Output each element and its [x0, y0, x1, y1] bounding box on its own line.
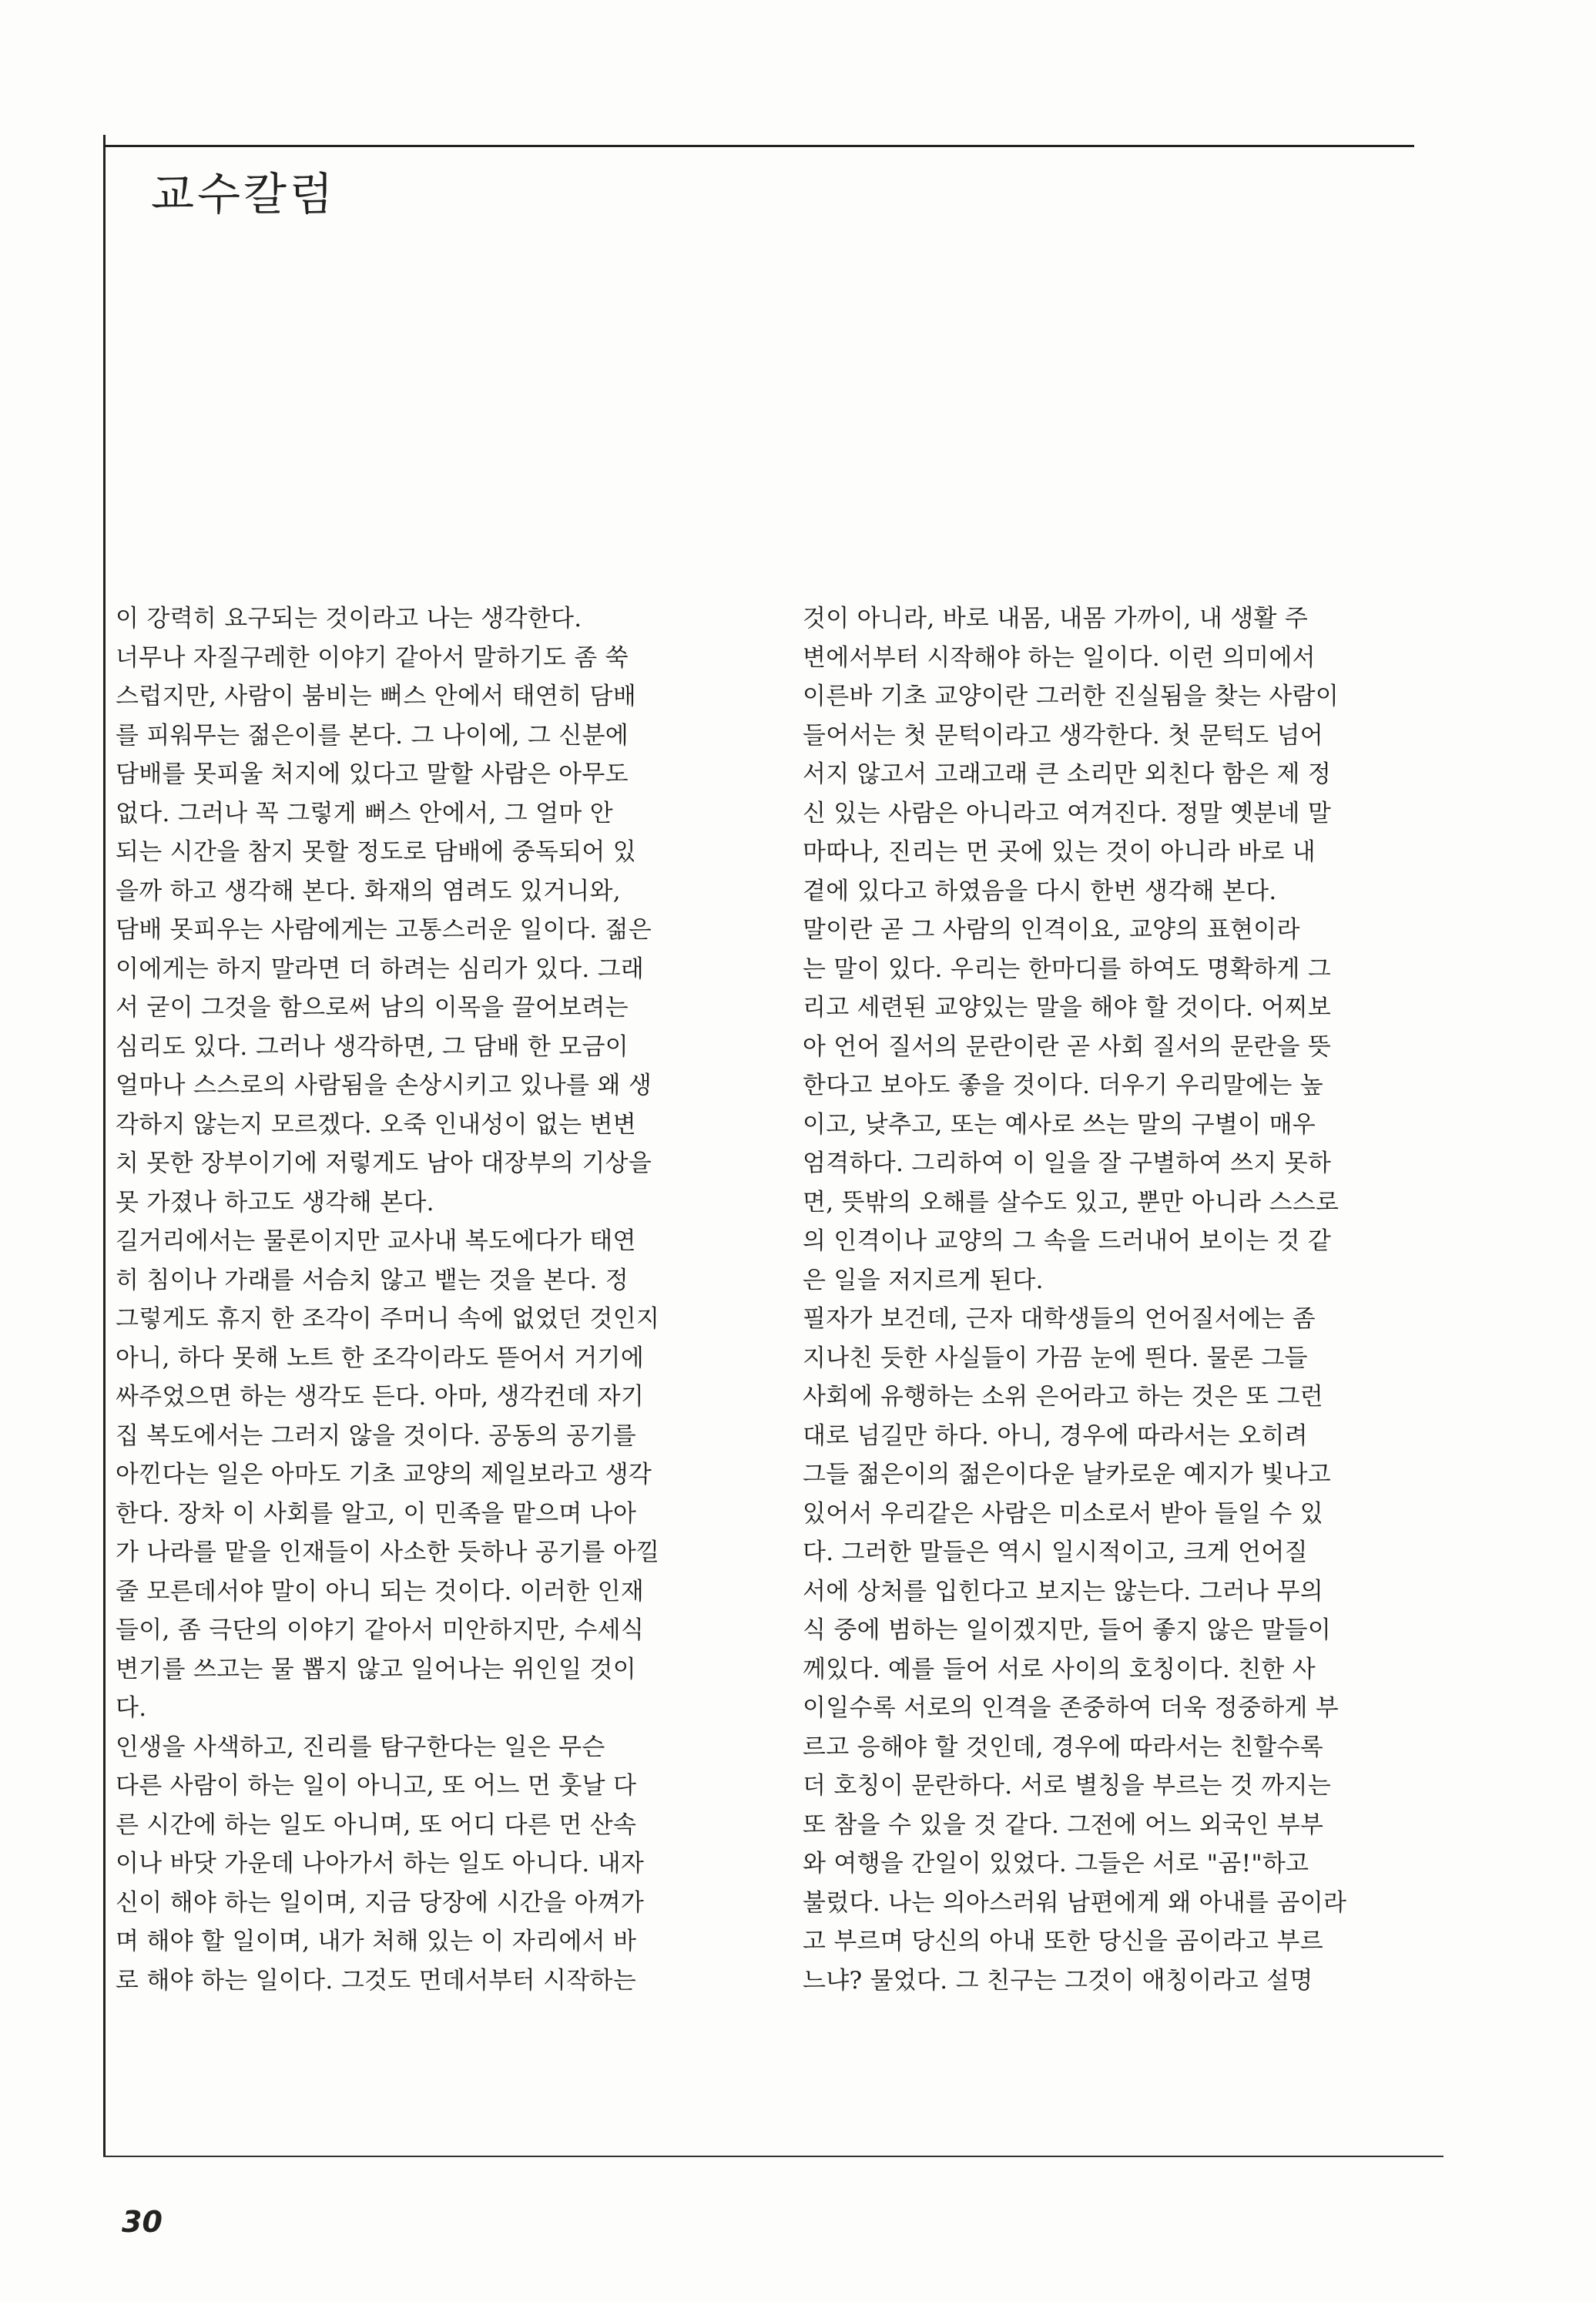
text-line: 느냐? 물었다. 그 친구는 그것이 애칭이라고 설명 — [803, 1966, 1313, 1995]
text-line: 대로 넘길만 하다. 아니, 경우에 따라서는 오히려 — [803, 1421, 1308, 1450]
text-line: 심리도 있다. 그러나 생각하면, 그 담배 한 모금이 — [116, 1032, 629, 1061]
text-line: 들이, 좀 극단의 이야기 같아서 미안하지만, 수세식 — [116, 1616, 645, 1644]
text-line: 다. 그러한 말들은 역시 일시적이고, 크게 언어질 — [803, 1539, 1308, 1566]
text-line: 의 인격이나 교양의 그 속을 드러내어 보이는 것 같 — [803, 1227, 1332, 1255]
top-border-rule — [105, 145, 1414, 147]
left-text-column — [116, 599, 755, 2000]
text-line: 아니, 하다 못해 노트 한 조각이라도 뜯어서 거기에 — [116, 1344, 645, 1372]
text-line: 한다. 장차 이 사회를 알고, 이 민족을 맡으며 나아 — [116, 1499, 637, 1528]
text-line: 께있다. 예를 들어 서로 사이의 호칭이다. 친한 사 — [803, 1655, 1316, 1683]
text-line: 를 피워무는 젊은이를 본다. 그 나이에, 그 신분에 — [116, 721, 629, 750]
text-line: 불렀다. 나는 의아스러워 남편에게 왜 아내를 곰이라 — [803, 1888, 1347, 1917]
text-line: 다. — [116, 1694, 147, 1722]
text-line: 한다고 보아도 좋을 것이다. 더우기 우리말에는 높 — [803, 1072, 1323, 1099]
text-line: 르고 응해야 할 것인데, 경우에 따라서는 친할수록 — [803, 1733, 1323, 1761]
text-line: 얼마나 스스로의 사람됨을 손상시키고 있나를 왜 생 — [116, 1072, 652, 1099]
page-number: 30 — [122, 2205, 163, 2239]
text-line: 말이란 곧 그 사람의 인격이요, 교양의 표현이라 — [803, 916, 1300, 944]
text-line: 이른바 기초 교양이란 그러한 진실됨을 찾는 사람이 — [803, 683, 1340, 710]
text-line: 이나 바닷 가운데 나아가서 하는 일도 아니다. 내자 — [116, 1850, 645, 1878]
bottom-border-rule — [103, 2156, 1443, 2157]
text-line: 그렇게도 휴지 한 조각이 주머니 속에 없었던 것인지 — [116, 1305, 660, 1333]
text-line: 줄 모른데서야 말이 아니 되는 것이다. 이러한 인재 — [116, 1577, 645, 1606]
text-line: 싸주었으면 하는 생각도 든다. 아마, 생각컨데 자기 — [116, 1383, 645, 1411]
text-line: 필자가 보건데, 근자 대학생들의 언어질서에는 좀 — [803, 1305, 1316, 1333]
text-line: 아 언어 질서의 문란이란 곧 사회 질서의 문란을 뜻 — [803, 1032, 1332, 1061]
text-line: 그들 젊은이의 젊은이다운 날카로운 예지가 빛나고 — [803, 1461, 1331, 1488]
text-line: 이에게는 하지 말라면 더 하려는 심리가 있다. 그래 — [116, 955, 645, 983]
text-line: 담배를 못피울 처지에 있다고 말할 사람은 아무도 — [116, 760, 629, 788]
text-line: 길거리에서는 물론이지만 교사내 복도에다가 태연 — [116, 1227, 636, 1255]
text-line: 서 굳이 그것을 함으로써 남의 이목을 끌어보려는 — [116, 994, 629, 1022]
text-line: 되는 시간을 참지 못할 정도로 담배에 중독되어 있 — [116, 838, 636, 866]
text-line: 마따나, 진리는 먼 곳에 있는 것이 아니라 바로 내 — [803, 838, 1316, 866]
text-line: 있어서 우리같은 사람은 미소로서 받아 들일 수 있 — [803, 1499, 1323, 1528]
text-line: 변에서부터 시작해야 하는 일이다. 이런 의미에서 — [803, 643, 1316, 672]
text-line: 면, 뜻밖의 오해를 살수도 있고, 뿐만 아니라 스스로 — [803, 1188, 1340, 1216]
text-line: 것이 아니라, 바로 내몸, 내몸 가까이, 내 생활 주 — [803, 605, 1309, 633]
text-line: 곁에 있다고 하였음을 다시 한번 생각해 본다. — [803, 877, 1277, 905]
text-line: 너무나 자질구레한 이야기 같아서 말하기도 좀 쑥 — [116, 643, 629, 672]
text-line: 가 나라를 맡을 인재들이 사소한 듯하나 공기를 아낄 — [116, 1539, 660, 1566]
left-border-rule — [103, 135, 106, 2157]
text-line: 아낀다는 일은 아마도 기초 교양의 제일보라고 생각 — [116, 1461, 652, 1488]
text-line: 인생을 사색하고, 진리를 탐구한다는 일은 무슨 — [116, 1733, 605, 1761]
text-line: 엄격하다. 그리하여 이 일을 잘 구별하여 쓰지 못하 — [803, 1149, 1332, 1177]
text-line: 리고 세련된 교양있는 말을 해야 할 것이다. 어찌보 — [803, 994, 1332, 1022]
text-line: 못 가졌나 하고도 생각해 본다. — [116, 1188, 434, 1216]
text-line: 더 호칭이 문란하다. 서로 별칭을 부르는 것 까지는 — [803, 1772, 1332, 1800]
text-line: 지나친 듯한 사실들이 가끔 눈에 띈다. 물론 그들 — [803, 1344, 1308, 1372]
text-line: 없다. 그러나 꼭 그렇게 뻐스 안에서, 그 얼마 안 — [116, 799, 613, 827]
text-line: 다른 사람이 하는 일이 아니고, 또 어느 먼 훗날 다 — [116, 1772, 637, 1800]
text-line: 들어서는 첫 문턱이라고 생각한다. 첫 문턱도 넘어 — [803, 721, 1323, 750]
text-line: 집 복도에서는 그러지 않을 것이다. 공동의 공기를 — [116, 1421, 636, 1450]
text-line: 사회에 유행하는 소위 은어라고 하는 것은 또 그런 — [803, 1383, 1323, 1411]
text-line: 이일수록 서로의 인격을 존중하여 더욱 정중하게 부 — [803, 1694, 1340, 1722]
section-title: 교수칼럼 — [151, 168, 337, 220]
text-line: 신이 해야 하는 일이며, 지금 당장에 시간을 아껴가 — [116, 1888, 645, 1917]
text-line: 와 여행을 간일이 있었다. 그들은 서로 "곰!"하고 — [803, 1850, 1309, 1878]
text-line: 담배 못피우는 사람에게는 고통스러운 일이다. 젊은 — [116, 916, 652, 944]
text-line: 스럽지만, 사람이 붐비는 뻐스 안에서 태연히 담배 — [116, 683, 636, 710]
text-line: 이고, 낮추고, 또는 예사로 쓰는 말의 구별이 매우 — [803, 1110, 1316, 1139]
text-line: 변기를 쓰고는 물 뽑지 않고 일어나는 위인일 것이 — [116, 1655, 636, 1683]
text-line: 신 있는 사람은 아니라고 여겨진다. 정말 옛분네 말 — [803, 799, 1332, 827]
text-line: 식 중에 범하는 일이겠지만, 들어 좋지 않은 말들이 — [803, 1616, 1332, 1644]
text-line: 치 못한 장부이기에 저렇게도 남아 대장부의 기상을 — [116, 1149, 652, 1177]
text-line: 른 시간에 하는 일도 아니며, 또 어디 다른 먼 산속 — [116, 1810, 637, 1839]
text-line: 히 침이나 가래를 서슴치 않고 뱉는 것을 본다. 정 — [116, 1266, 629, 1294]
text-line: 또 참을 수 있을 것 같다. 그전에 어느 외국인 부부 — [803, 1810, 1324, 1839]
text-line: 은 일을 저지르게 된다. — [803, 1266, 1044, 1294]
text-line: 며 해야 할 일이며, 내가 처해 있는 이 자리에서 바 — [116, 1928, 637, 1955]
text-line: 는 말이 있다. 우리는 한마디를 하여도 명확하게 그 — [803, 955, 1332, 983]
text-line: 고 부르며 당신의 아내 또한 당신을 곰이라고 부르 — [803, 1928, 1323, 1955]
right-text-column — [803, 599, 1442, 2000]
text-line: 각하지 않는지 모르겠다. 오죽 인내성이 없는 변변 — [116, 1110, 636, 1139]
text-line: 서에 상처를 입힌다고 보지는 않는다. 그러나 무의 — [803, 1577, 1323, 1606]
text-line: 을까 하고 생각해 본다. 화재의 염려도 있거니와, — [116, 877, 621, 905]
text-line: 이 강력히 요구되는 것이라고 나는 생각한다. — [116, 605, 582, 633]
text-line: 서지 않고서 고래고래 큰 소리만 외친다 함은 제 정 — [803, 760, 1332, 788]
text-line: 로 해야 하는 일이다. 그것도 먼데서부터 시작하는 — [116, 1966, 636, 1995]
